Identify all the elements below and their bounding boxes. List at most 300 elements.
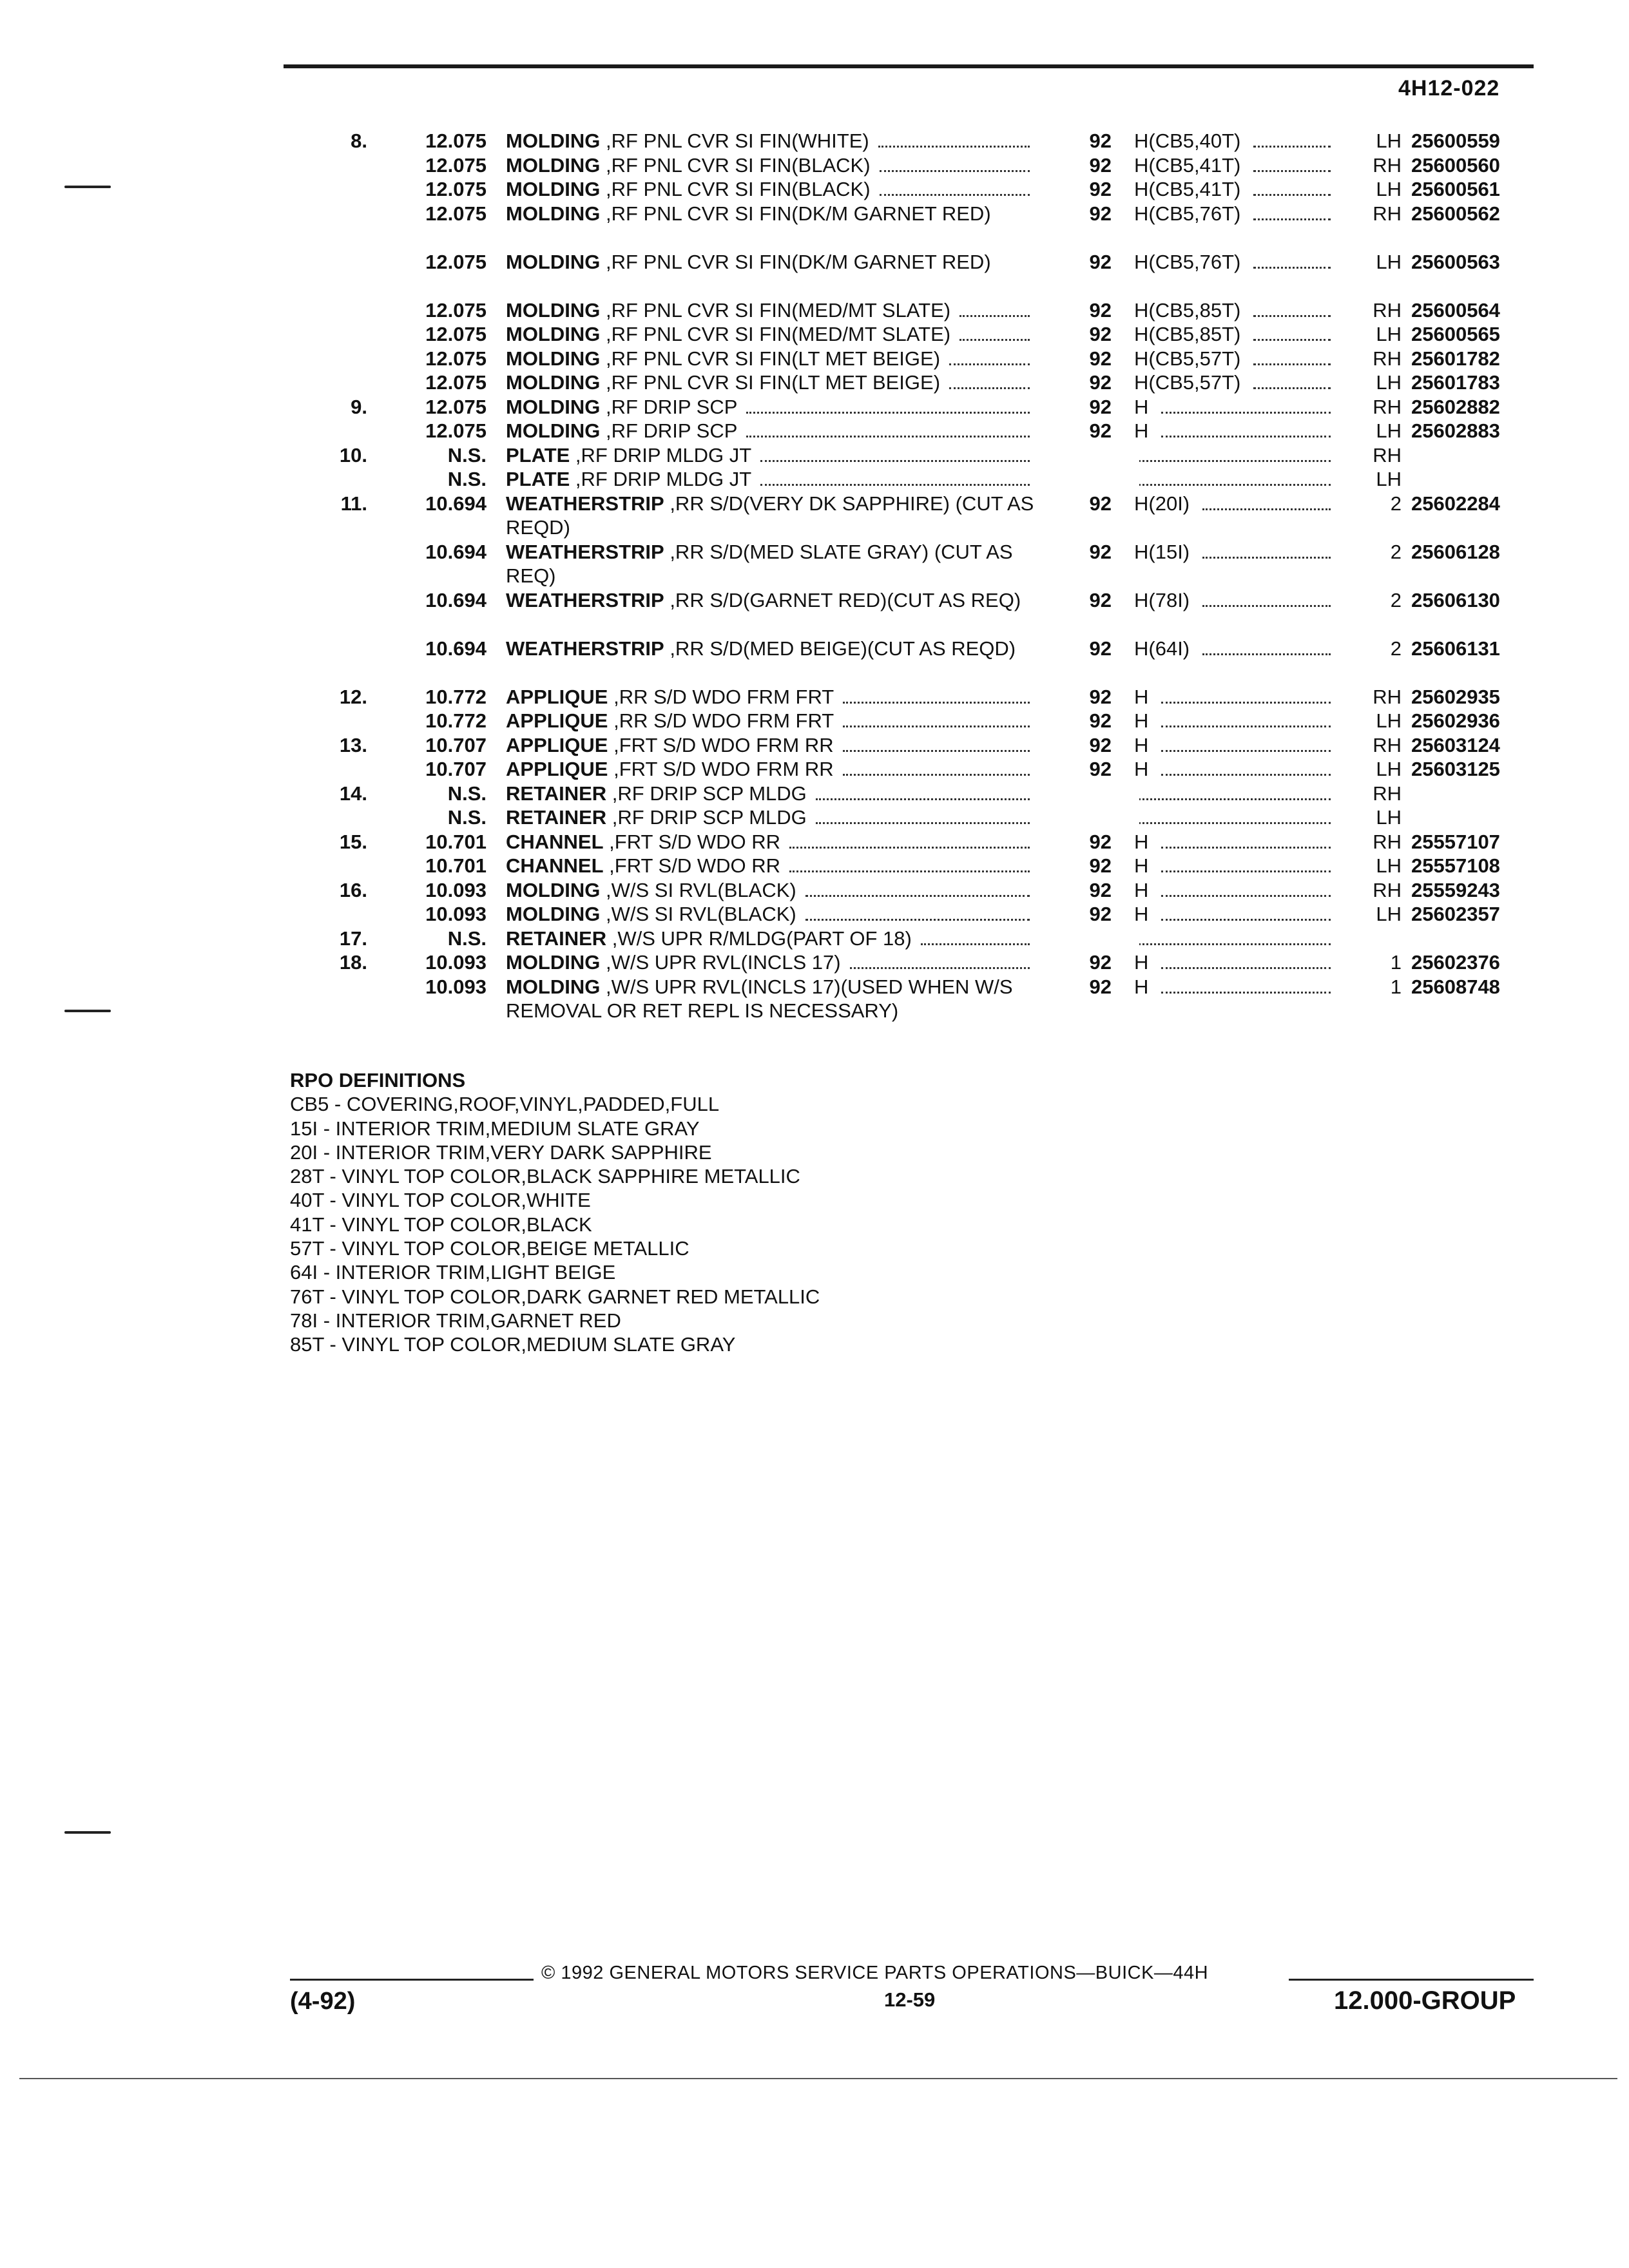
usage-text [1134,927,1139,950]
group-number: 10.093 [425,903,487,925]
part-name: MOLDING [506,903,601,925]
table-row [0,347,1629,371]
part-name: MOLDING [506,202,601,225]
part-detail: ,RF DRIP MLDG JT [570,443,752,466]
dot-leader [1253,315,1331,317]
model-year: 92 [1089,347,1112,370]
part-name: RETAINER [506,782,607,805]
rpo-definition: 40T - VINYL TOP COLOR,WHITE [290,1189,591,1212]
dot-leader [1253,218,1331,220]
dot-leader [789,870,1030,872]
usage-code [1134,854,1327,878]
footer-group: 12.000-GROUP [1334,1986,1516,2015]
model-year: 92 [1089,830,1112,853]
table-row [0,153,1629,178]
model-year: 92 [1089,709,1112,732]
part-name: MOLDING [506,371,601,394]
part-name: APPLIQUE [506,709,608,732]
item-number: 8. [351,130,367,152]
part-detail: ,RF DRIP SCP [600,419,738,442]
part-name: MOLDING [506,130,601,152]
page-id: 4H12-022 [1398,76,1500,101]
model-year: 92 [1089,298,1112,322]
part-detail: ,RR S/D(MED SLATE GRAY) (CUT AS REQ) [506,540,1013,587]
quantity: LH [1376,371,1402,394]
model-year: 92 [1089,153,1112,177]
part-number: 25600564 [1411,298,1500,322]
usage-text [1134,468,1139,490]
usage-text: H(CB5,41T) [1134,178,1246,200]
usage-code [1134,492,1327,516]
dot-leader [1161,992,1331,994]
part-number: 25602935 [1411,685,1500,708]
rpo-definition: 15I - INTERIOR TRIM,MEDIUM SLATE GRAY [290,1117,700,1140]
dot-leader [1253,387,1331,389]
part-description [506,805,1034,830]
part-detail: ,RR S/D WDO FRM FRT [608,685,834,708]
part-number: 25603125 [1411,758,1500,780]
quantity: LH [1376,130,1402,152]
group-number: 10.701 [425,854,487,877]
model-year: 92 [1089,878,1112,901]
table-row [0,467,1629,492]
dot-leader [816,798,1030,800]
model-year: 92 [1089,371,1112,394]
dot-leader [1161,436,1331,437]
model-year: 92 [1089,492,1112,515]
part-number: 25600563 [1411,250,1500,273]
table-row [0,757,1629,782]
group-number: 12.075 [425,178,487,200]
usage-code [1134,733,1327,758]
part-description [506,757,1034,782]
dot-leader [1253,194,1331,196]
dot-leader [1202,605,1331,607]
table-row [0,588,1629,637]
item-number: 15. [339,830,367,853]
rpo-definition: 76T - VINYL TOP COLOR,DARK GARNET RED METALLIC [290,1285,820,1308]
rpo-definition: 64I - INTERIOR TRIM,LIGHT BEIGE [290,1261,616,1284]
header-rule [284,64,1534,68]
usage-code [1134,588,1327,613]
item-number: 18. [339,951,367,974]
dot-leader [959,315,1030,317]
part-detail: ,W/S SI RVL(BLACK) [600,878,796,901]
usage-text: H(20I) [1134,492,1195,515]
footer-page-number: 12-59 [884,1988,936,2011]
dot-leader [1134,484,1331,486]
usage-text: H(CB5,85T) [1134,299,1246,322]
part-description [506,927,1034,951]
part-number: 25600559 [1411,130,1500,152]
dot-leader [746,436,1030,437]
table-row [0,782,1629,806]
part-name: MOLDING [506,347,601,370]
part-description [506,975,1034,1023]
part-description [506,419,1034,443]
model-year: 92 [1089,854,1112,877]
parts-table [0,129,1629,1047]
table-row [0,492,1629,540]
item-number: 17. [339,927,367,950]
dot-leader [1202,653,1331,655]
group-number: 10.694 [425,540,487,563]
part-description [506,467,1034,492]
dot-leader [1134,798,1331,800]
model-year: 92 [1089,202,1112,225]
usage-text: H [1134,903,1153,925]
model-year: 92 [1089,178,1112,200]
quantity: RH [1373,733,1402,756]
dot-leader [843,750,1030,752]
part-detail: ,FRT S/D WDO RR [603,830,780,853]
part-name: APPLIQUE [506,733,608,756]
part-name: MOLDING [506,250,601,273]
group-number: 12.075 [425,298,487,322]
rpo-definition: 78I - INTERIOR TRIM,GARNET RED [290,1309,621,1332]
table-row [0,322,1629,347]
part-number: 25600561 [1411,178,1500,200]
part-number: 25602376 [1411,951,1500,974]
dot-leader [1161,919,1331,921]
quantity: 2 [1390,588,1402,611]
part-name: WEATHERSTRIP [506,492,664,515]
usage-text: H(CB5,85T) [1134,323,1246,345]
usage-code [1134,540,1327,564]
usage-text: H [1134,854,1153,877]
part-name: MOLDING [506,178,601,200]
usage-text: H [1134,831,1153,853]
part-description [506,709,1034,733]
table-row [0,902,1629,927]
part-description [506,854,1034,878]
usage-code [1134,467,1327,492]
table-row [0,419,1629,443]
usage-code [1134,805,1327,830]
table-row [0,298,1629,323]
dot-leader [1253,339,1331,341]
part-description [506,782,1034,806]
part-number: 25602882 [1411,395,1500,418]
part-description [506,298,1034,323]
usage-code [1134,443,1327,468]
table-row [0,202,1629,250]
dot-leader [1253,267,1331,269]
quantity: LH [1376,854,1402,877]
part-name: MOLDING [506,419,601,442]
part-name: WEATHERSTRIP [506,588,664,611]
group-number: 12.075 [425,419,487,442]
usage-code [1134,709,1327,733]
item-number: 16. [339,878,367,901]
part-description [506,370,1034,395]
table-row [0,177,1629,202]
usage-text: H [1134,975,1153,998]
part-number: 25602357 [1411,903,1500,925]
part-number: 25557108 [1411,854,1500,877]
model-year: 92 [1089,130,1112,152]
dot-leader [789,847,1030,849]
dot-leader [760,484,1030,486]
quantity: RH [1373,153,1402,177]
usage-text: H [1134,709,1153,732]
model-year: 92 [1089,903,1112,925]
usage-text: H(CB5,76T) [1134,251,1246,273]
quantity: 2 [1390,540,1402,563]
usage-text: H(CB5,57T) [1134,347,1246,370]
part-detail: ,FRT S/D WDO FRM RR [608,733,834,756]
model-year: 92 [1089,951,1112,974]
table-row [0,830,1629,854]
quantity: LH [1376,468,1402,490]
usage-code [1134,202,1327,226]
table-row [0,854,1629,878]
dot-leader [880,170,1030,172]
part-number: 25601782 [1411,347,1500,370]
part-description [506,540,1034,588]
part-name: WEATHERSTRIP [506,637,664,660]
part-description [506,153,1034,178]
quantity: RH [1373,443,1402,466]
dot-leader [959,339,1030,341]
part-description [506,347,1034,371]
usage-code [1134,347,1327,371]
part-detail: ,RF PNL CVR SI FIN(DK/M GARNET RED) [600,250,991,273]
part-detail: ,RF PNL CVR SI FIN(WHITE) [600,130,869,152]
usage-text: H(CB5,41T) [1134,154,1246,177]
usage-code [1134,370,1327,395]
group-number: N.S. [447,927,487,950]
part-number: 25601783 [1411,371,1500,394]
dot-leader [760,460,1030,462]
model-year: 92 [1089,250,1112,273]
part-detail: ,RF PNL CVR SI FIN(BLACK) [600,153,871,177]
group-number: 10.694 [425,637,487,660]
dot-leader [1253,170,1331,172]
model-year: 92 [1089,323,1112,345]
part-detail: ,RR S/D WDO FRM FRT [608,709,834,732]
part-name: MOLDING [506,975,601,998]
part-description [506,950,1034,975]
group-number: 12.075 [425,395,487,418]
dot-leader [1161,412,1331,414]
dot-leader [1134,822,1331,824]
part-detail: ,W/S SI RVL(BLACK) [600,903,796,925]
usage-code [1134,830,1327,854]
table-row [0,685,1629,709]
quantity: LH [1376,709,1402,732]
part-description [506,177,1034,202]
item-number: 13. [339,733,367,756]
usage-code [1134,395,1327,419]
rpo-definition: CB5 - COVERING,ROOF,VINYL,PADDED,FULL [290,1093,720,1116]
part-name: CHANNEL [506,830,604,853]
table-row [0,250,1629,298]
quantity: RH [1373,395,1402,418]
part-number: 25600565 [1411,323,1500,345]
dot-leader [1161,895,1331,897]
part-number: 25606131 [1411,637,1500,660]
quantity: 1 [1390,951,1402,974]
group-number: 12.075 [425,250,487,273]
usage-text [1134,444,1139,466]
table-row [0,129,1629,153]
bottom-scan-rule [19,2078,1617,2079]
quantity: RH [1373,782,1402,805]
part-detail: ,RF DRIP SCP MLDG [606,806,807,829]
group-number: N.S. [447,782,487,805]
dot-leader [878,146,1030,148]
usage-text [1134,782,1139,805]
group-number: 10.707 [425,733,487,756]
model-year: 92 [1089,975,1112,998]
table-row [0,709,1629,733]
quantity: LH [1376,419,1402,442]
part-detail: ,RF DRIP SCP MLDG [606,782,807,805]
table-row [0,950,1629,975]
quantity: RH [1373,347,1402,370]
part-detail: ,W/S UPR R/MLDG(PART OF 18) [606,927,912,950]
rpo-definition: 41T - VINYL TOP COLOR,BLACK [290,1213,592,1236]
usage-code [1134,902,1327,927]
part-number: 25600562 [1411,202,1500,225]
part-name: MOLDING [506,323,601,345]
table-row [0,733,1629,758]
part-description [506,637,1034,661]
usage-code [1134,298,1327,323]
dot-leader [949,387,1030,389]
part-description [506,588,1034,613]
usage-text: H [1134,734,1153,756]
usage-code [1134,419,1327,443]
item-number: 9. [351,395,367,418]
dot-leader [843,726,1030,727]
dot-leader [1161,750,1331,752]
dot-leader [1202,508,1331,510]
quantity: 2 [1390,637,1402,660]
part-number: 25600560 [1411,153,1500,177]
quantity: RH [1373,202,1402,225]
quantity: LH [1376,178,1402,200]
usage-text: H(CB5,76T) [1134,202,1246,225]
group-number: 10.772 [425,685,487,708]
part-detail: ,RF PNL CVR SI FIN(DK/M GARNET RED) [600,202,991,225]
part-number: 25602284 [1411,492,1500,515]
part-number: 25602936 [1411,709,1500,732]
table-row [0,927,1629,951]
part-detail: ,RF PNL CVR SI FIN(BLACK) [600,178,871,200]
rpo-definition: 28T - VINYL TOP COLOR,BLACK SAPPHIRE METALLIC [290,1165,800,1188]
part-number: 25557107 [1411,830,1500,853]
model-year: 92 [1089,733,1112,756]
table-row [0,443,1629,468]
item-number: 11. [340,492,367,515]
table-row [0,395,1629,419]
group-number: 12.075 [425,323,487,345]
group-number: 12.075 [425,130,487,152]
quantity: RH [1373,685,1402,708]
dot-leader [921,943,1030,945]
part-detail: ,FRT S/D WDO FRM RR [608,758,834,780]
group-number: 10.707 [425,758,487,780]
dot-leader [1161,967,1331,969]
footer-date: (4-92) [290,1988,356,2015]
group-number: 10.694 [425,588,487,611]
usage-code [1134,250,1327,274]
group-number: N.S. [447,806,487,829]
dot-leader [1134,943,1331,945]
part-number: 25602883 [1411,419,1500,442]
rpo-definition: 85T - VINYL TOP COLOR,MEDIUM SLATE GRAY [290,1333,736,1356]
quantity: RH [1373,830,1402,853]
usage-code [1134,177,1327,202]
dot-leader [949,363,1030,365]
part-name: PLATE [506,468,570,490]
quantity: LH [1376,758,1402,780]
rpo-definitions [290,1068,820,1357]
dot-leader [816,822,1030,824]
group-number: N.S. [447,468,487,490]
part-name: MOLDING [506,951,601,974]
part-description [506,685,1034,709]
usage-text: H [1134,419,1153,442]
part-detail: ,RF DRIP SCP [600,395,738,418]
table-row [0,540,1629,588]
model-year: 92 [1089,758,1112,780]
part-description [506,878,1034,903]
group-number: 10.772 [425,709,487,732]
item-number: 12. [339,685,367,708]
group-number: 12.075 [425,202,487,225]
quantity: 1 [1390,975,1402,998]
model-year: 92 [1089,685,1112,708]
usage-code [1134,878,1327,903]
model-year: 92 [1089,637,1112,660]
group-number: 12.075 [425,371,487,394]
part-name: PLATE [506,443,570,466]
quantity: LH [1376,806,1402,829]
part-description [506,322,1034,347]
part-detail: ,FRT S/D WDO RR [603,854,780,877]
part-description [506,443,1034,468]
usage-code [1134,637,1327,661]
usage-text: H(CB5,57T) [1134,371,1246,394]
dot-leader [1253,363,1331,365]
part-detail: ,RF PNL CVR SI FIN(LT MET BEIGE) [600,347,941,370]
group-number: 10.093 [425,878,487,901]
usage-text: H [1134,396,1153,418]
model-year: 92 [1089,419,1112,442]
dot-leader [1161,870,1331,872]
footer-copyright: © 1992 GENERAL MOTORS SERVICE PARTS OPERATIONS—BUICK—44H [541,1963,1209,1983]
scan-mark [64,1831,111,1834]
usage-code [1134,927,1327,951]
rpo-definition: 57T - VINYL TOP COLOR,BEIGE METALLIC [290,1237,689,1260]
model-year: 92 [1089,588,1112,611]
dot-leader [880,194,1030,196]
part-detail: ,RR S/D(GARNET RED)(CUT AS REQ) [664,588,1021,611]
part-name: RETAINER [506,927,607,950]
dot-leader [843,774,1030,776]
quantity: 2 [1390,492,1402,515]
dot-leader [1202,557,1331,559]
group-number: 12.075 [425,153,487,177]
usage-text [1134,806,1139,829]
usage-code [1134,975,1327,999]
usage-text: H(64I) [1134,637,1195,660]
usage-code [1134,153,1327,178]
group-number: 10.701 [425,830,487,853]
